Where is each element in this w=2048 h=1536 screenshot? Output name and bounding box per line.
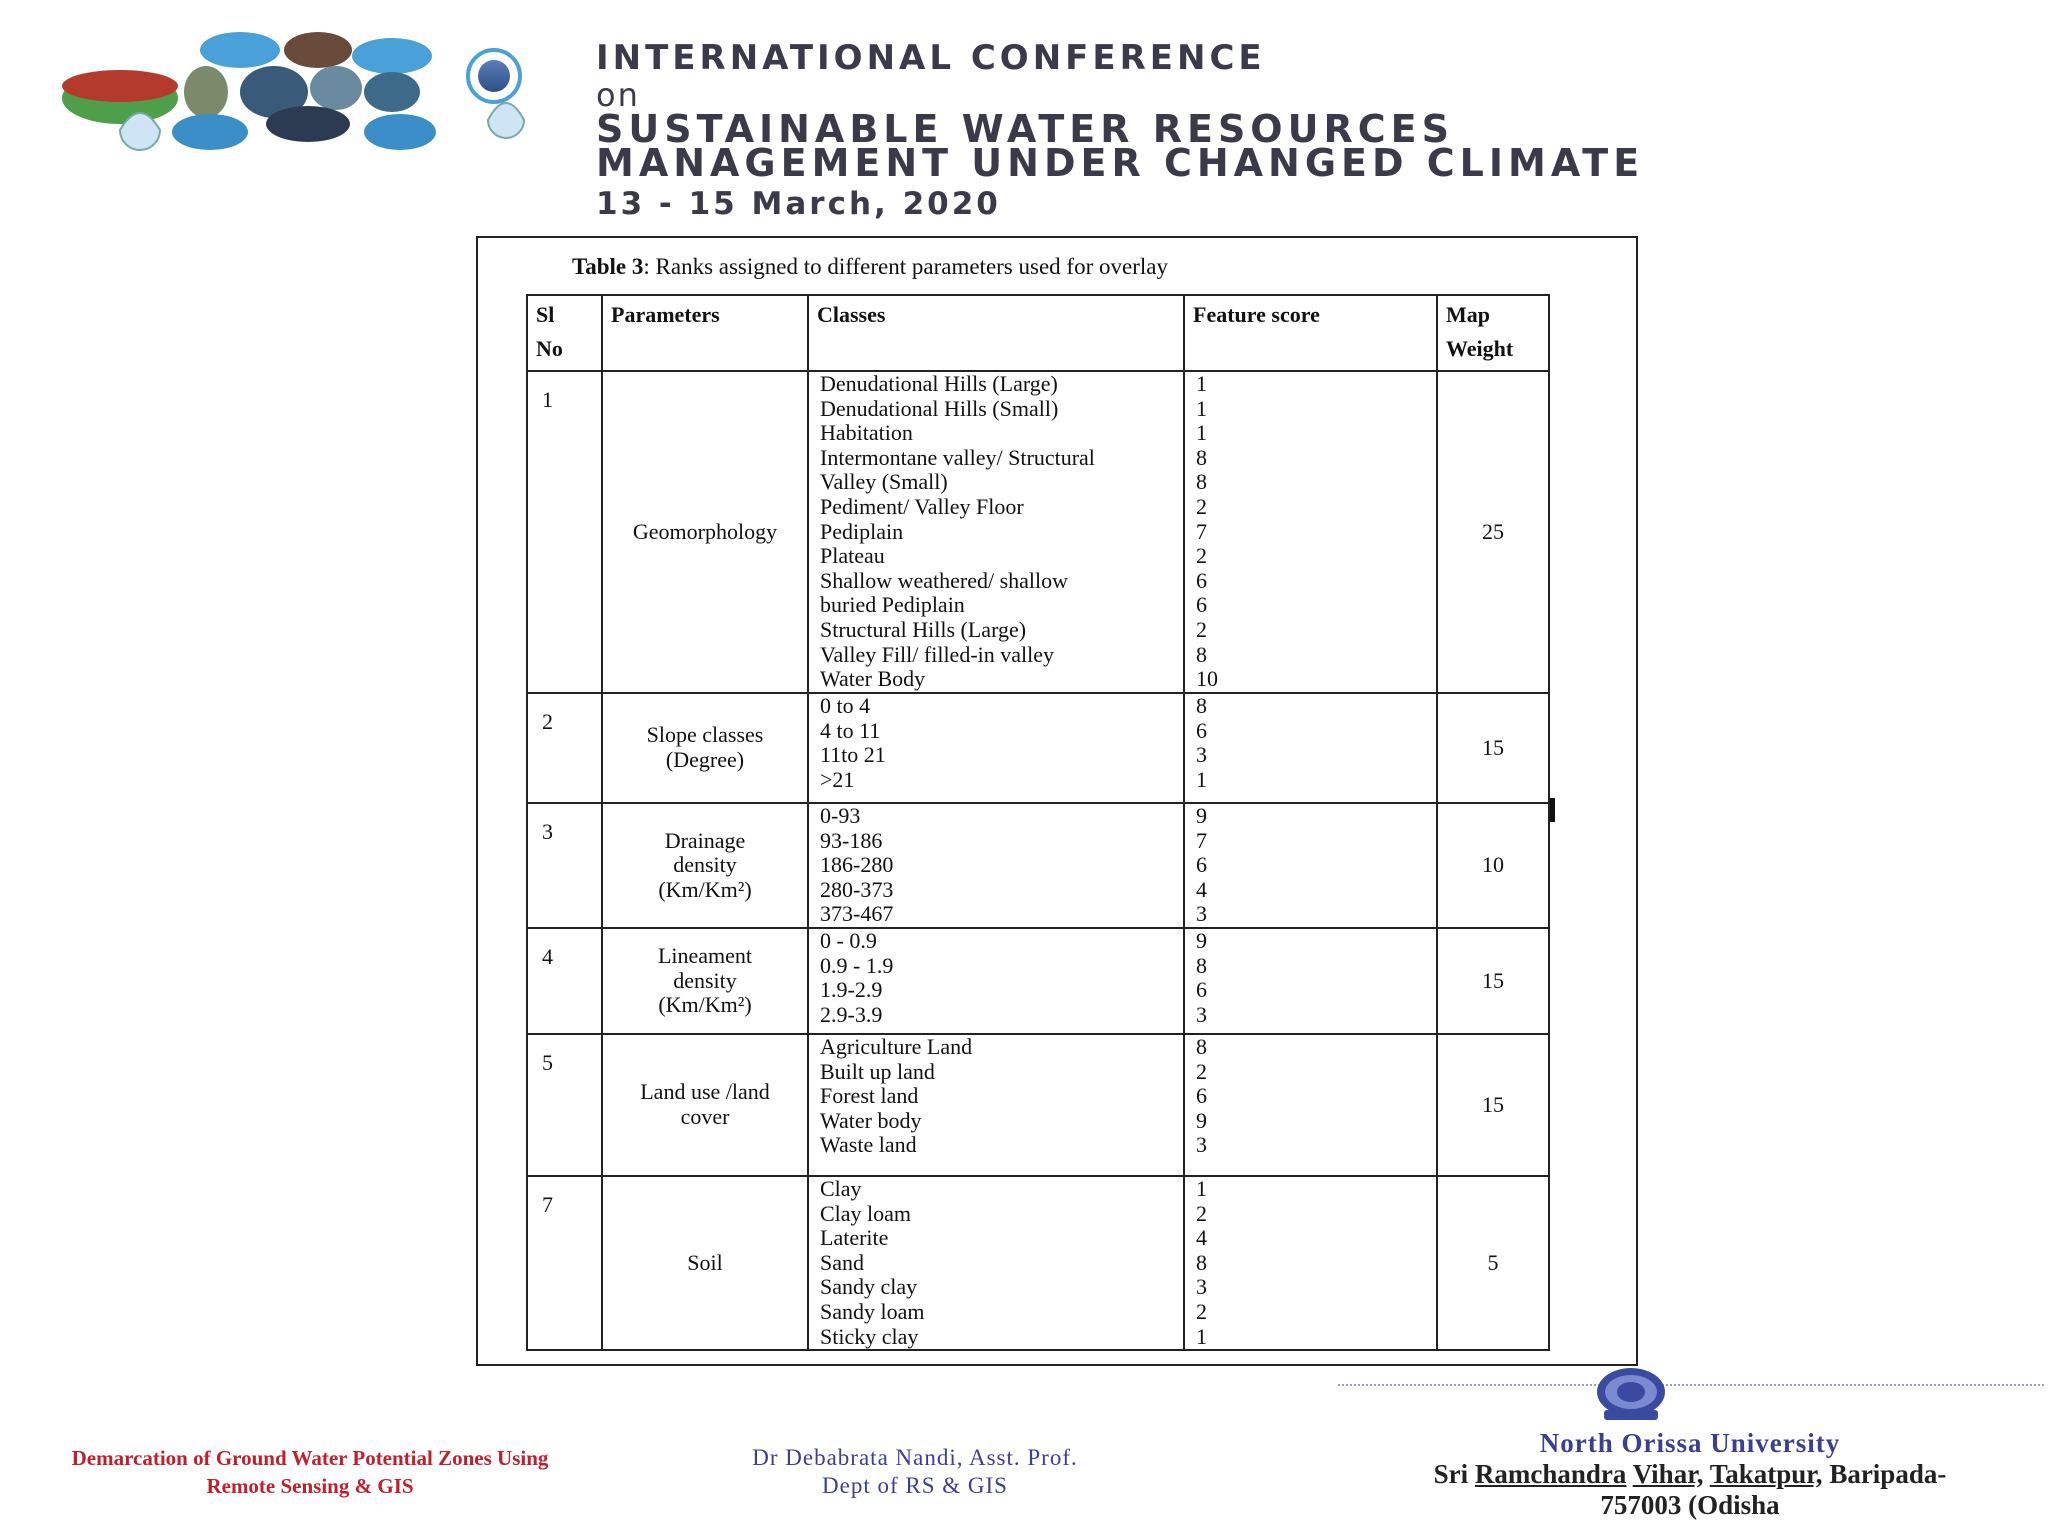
score-item: 1 [1196,420,1207,446]
class-item: Denudational Hills (Large) [820,371,1058,396]
score-item: 8 [1196,1249,1207,1275]
score-item: 3 [1196,1274,1207,1300]
ranks-table [526,294,1550,1351]
class-item: Habitation [820,420,913,446]
class-item: 0-93 [820,803,861,828]
table-row [527,1034,1549,1176]
class-item: 1.9-2.9 [820,977,883,1003]
row-parameter: Slope classes (Degree) [602,693,808,803]
class-item: Plateau [820,543,885,569]
footer-topic: Demarcation of Ground Water Potential Zones Using Remote Sensing & GIS [71,1446,549,1498]
score-item: 2 [1196,1058,1207,1084]
conference-logo-image [40,20,560,190]
row-feature-scores [1184,803,1437,928]
class-item: Agriculture Land [820,1033,973,1059]
score-item: 3 [1196,901,1207,927]
row-sl-no: 7 [527,1176,602,1350]
conference-dates: 13 - 15 March, 2020 [596,186,1001,222]
class-item: Sandy loam [820,1298,925,1324]
class-item: Intermontane valley/ Structural [820,444,1095,470]
class-item: >21 [820,766,855,792]
class-item: Forest land [820,1083,919,1109]
row-feature-scores [1184,693,1437,803]
class-item: buried Pediplain [820,592,965,618]
score-item: 8 [1196,693,1207,718]
score-item: 7 [1196,827,1207,853]
row-parameter: Geomorphology [602,371,808,693]
score-item: 8 [1196,469,1207,495]
score-item: 1 [1196,766,1207,792]
row-classes [808,803,1184,928]
row-feature-scores [1184,928,1437,1034]
row-map-weight: 5 [1437,1176,1549,1350]
university-address: Sri Ramchandra Vihar, Takatpur, Baripada- [1433,1459,1947,1489]
footer-university [1340,1428,2040,1521]
score-item: 2 [1196,616,1207,642]
score-item: 4 [1196,1225,1207,1251]
header-classes: Classes [808,295,1184,371]
row-classes [808,371,1184,693]
score-item: 6 [1196,1083,1207,1109]
row-parameter: Land use /land cover [602,1034,808,1176]
score-item: 1 [1196,371,1207,396]
conference-title-line3: SUSTAINABLE WATER RESOURCES [596,107,1454,151]
class-item: Sticky clay [820,1323,919,1349]
university-seal-icon [1592,1366,1670,1422]
header-feature-score: Feature score [1184,295,1437,371]
row-sl-no: 5 [527,1034,602,1176]
score-item: 1 [1196,395,1207,421]
row-map-weight: 25 [1437,371,1549,693]
score-item: 1 [1196,1323,1207,1349]
class-item: 0.9 - 1.9 [820,952,894,978]
row-classes [808,1176,1184,1350]
score-item: 7 [1196,518,1207,544]
row-classes [808,928,1184,1034]
class-item: 93-186 [820,827,883,853]
table-caption-text: : Ranks assigned to different parameters used for overlay [643,254,1168,279]
university-name: North Orissa University [1539,1428,1841,1458]
conference-title-line4: MANAGEMENT UNDER CHANGED CLIMATE [596,141,1645,185]
class-item: Sandy clay [820,1274,918,1300]
table-row [527,693,1549,803]
score-item: 2 [1196,1298,1207,1324]
score-item: 1 [1196,1175,1207,1201]
row-sl-no: 4 [527,928,602,1034]
text-cursor [1550,798,1555,822]
score-item: 3 [1196,1132,1207,1158]
row-sl-no: 1 [527,371,602,693]
score-item: 2 [1196,1200,1207,1226]
conference-title-line2: on [596,76,640,114]
header-map-weight: Map Weight [1437,295,1549,371]
row-parameter: Lineament density (Km/Km²) [602,928,808,1034]
score-item: 8 [1196,1033,1207,1059]
row-parameter: Soil [602,1176,808,1350]
class-item: Waste land [820,1132,917,1158]
row-map-weight: 15 [1437,693,1549,803]
row-feature-scores [1184,1034,1437,1176]
score-item: 2 [1196,493,1207,519]
class-item: Denudational Hills (Small) [820,395,1059,421]
class-item: Valley Fill/ filled-in valley [820,641,1055,667]
class-item: 280-373 [820,876,894,902]
score-item: 10 [1196,666,1218,692]
table-header-row [527,295,1549,371]
table-body [527,371,1549,1350]
table-row [527,803,1549,928]
row-sl-no: 3 [527,803,602,928]
class-item: Water Body [820,666,926,692]
class-item: Valley (Small) [820,469,948,495]
row-feature-scores [1184,371,1437,693]
score-item: 6 [1196,852,1207,878]
header-parameters: Parameters [602,295,808,371]
score-item: 6 [1196,977,1207,1003]
class-item: Shallow weathered/ shallow [820,567,1069,593]
table-row [527,371,1549,693]
table-caption [572,254,1168,280]
class-item: Structural Hills (Large) [820,616,1027,642]
class-item: 186-280 [820,852,894,878]
conference-header [596,38,1644,228]
score-item: 9 [1196,1107,1207,1133]
class-item: Water body [820,1107,922,1133]
score-item: 8 [1196,641,1207,667]
table-row [527,928,1549,1034]
class-item: 11to 21 [820,742,886,768]
score-item: 8 [1196,444,1207,470]
score-item: 6 [1196,717,1207,743]
class-item: Built up land [820,1058,935,1084]
score-item: 9 [1196,927,1207,953]
score-item: 3 [1196,742,1207,768]
header-sl-no: Sl No [527,295,602,371]
class-item: Laterite [820,1225,889,1251]
class-item: 4 to 11 [820,717,881,743]
score-item: 2 [1196,543,1207,569]
class-item: 0 to 4 [820,693,871,718]
score-item: 6 [1196,567,1207,593]
score-item: 9 [1196,803,1207,828]
table-caption-label: Table 3 [572,254,644,279]
class-item: Sand [820,1249,864,1275]
class-item: 0 - 0.9 [820,927,877,953]
class-item: Clay [820,1175,862,1201]
score-item: 6 [1196,592,1207,618]
class-item: Clay loam [820,1200,912,1226]
row-classes [808,693,1184,803]
row-parameter: Drainage density (Km/Km²) [602,803,808,928]
table-row [527,1176,1549,1350]
score-item: 4 [1196,876,1207,902]
class-item: Pediment/ Valley Floor [820,493,1024,519]
row-classes [808,1034,1184,1176]
class-item: 373-467 [820,901,894,927]
footer-divider [1338,1384,2044,1386]
conference-title-line1: INTERNATIONAL CONFERENCE [596,38,1266,78]
university-pincode: 757003 (Odisha [1600,1490,1780,1520]
row-map-weight: 15 [1437,1034,1549,1176]
score-item: 8 [1196,952,1207,978]
class-item: Pediplain [820,518,904,544]
footer-author: Dr Debabrata Nandi, Asst. Prof. Dept of RS & GIS [752,1445,1078,1498]
row-map-weight: 15 [1437,928,1549,1034]
row-sl-no: 2 [527,693,602,803]
class-item: 2.9-3.9 [820,1001,883,1027]
row-map-weight: 10 [1437,803,1549,928]
score-item: 3 [1196,1001,1207,1027]
row-feature-scores [1184,1176,1437,1350]
